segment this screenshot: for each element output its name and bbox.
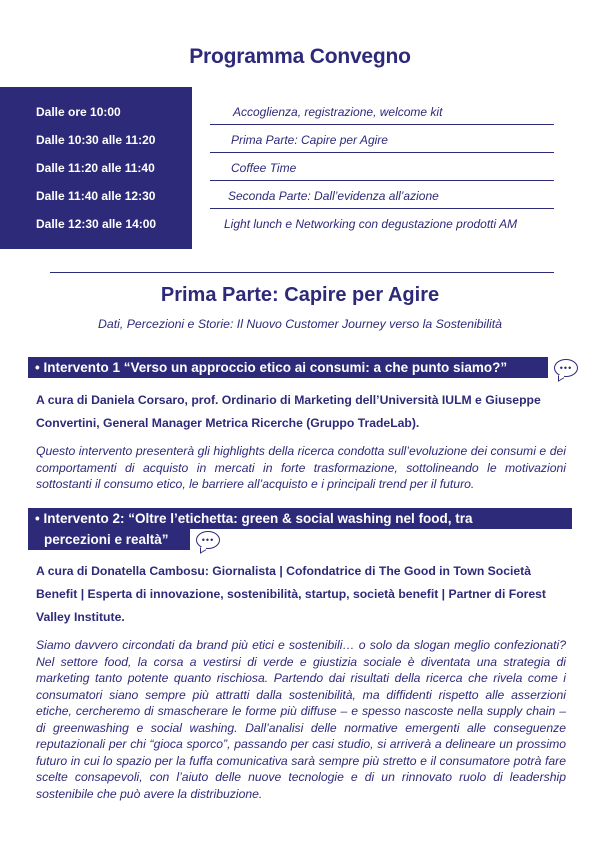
schedule-event: Light lunch e Networking con degustazione prodotti AM	[224, 217, 518, 231]
schedule-divider	[210, 124, 554, 125]
section-divider	[50, 272, 554, 273]
schedule-event: Accoglienza, registrazione, welcome kit	[233, 105, 443, 119]
schedule-event: Prima Parte: Capire per Agire	[231, 133, 388, 147]
schedule-divider	[210, 180, 554, 181]
talk-description: Siamo davvero circondati da brand più etici e sostenibili… o solo da slogan meglio confezionati? Nel settore food, la corsa a vestirsi di verde e giustizia sociale è diventata una strategia di marketing tanto potente quanto rischiosa. Partendo dai risultati della ricerca che rivela come i consumatori siano sempre più attratti dalla sostenibilità, ma diffidenti rispetto alle asserzioni etiche, cercheremo di smascherare le forme più diffuse – e spesso nascoste nella supply chain – di greenwashing e social washing. Dall’analisi delle normative emergenti alle conseguenze reputazionali per chi “gioca sporco”, passando per casi studio, si arriverà a delineare un prossimo futuro in cui lo spazio per la fuffa comunicativa sarà sempre più stretto e il consumatore potrà fare scelte consapevoli, con l’aiuto delle nuove tecnologie e di un rinnovato ruolo di leadership sostenibile che può avere la distribuzione.	[36, 638, 566, 801]
talk-authors: A cura di Daniela Corsaro, prof. Ordinario di Marketing dell’Università IULM e Giuseppe Convertini, General Manager Metrica Ricerche (Gruppo TradeLab).	[36, 393, 541, 430]
schedule-time: Dalle 12:30 alle 14:00	[36, 217, 157, 231]
schedule-event: Coffee Time	[231, 161, 297, 175]
talk-heading: • Intervento 1 “Verso un approccio etico ai consumi: a che punto siamo?”	[35, 360, 508, 375]
talk-description: Questo intervento presenterà gli highlights della ricerca condotta sull’evoluzione dei consumi e dei comportamenti di acquisto in mercati in forte trasformazione, sottolineando le motivazioni sottostanti il consumo etico, le barriere all’acquisto e i principali trend per il futuro.	[36, 444, 566, 491]
talk-heading-line1: • Intervento 2: “Oltre l’etichetta: green & social washing nel food, tra	[35, 511, 473, 526]
talk-heading-bar	[28, 357, 548, 378]
schedule-divider	[210, 208, 554, 209]
part-subtitle: Dati, Percezioni e Storie: Il Nuovo Customer Journey verso la Sostenibilità	[98, 317, 502, 331]
schedule-time: Dalle 10:30 alle 11:20	[36, 133, 156, 147]
speech-bubble-icon: •••	[554, 359, 578, 377]
part-title: Prima Parte: Capire per Agire	[160, 284, 440, 306]
talk-heading-bar	[28, 529, 190, 550]
schedule-event: Seconda Parte: Dall’evidenza all’azione	[228, 189, 439, 203]
schedule-divider	[210, 152, 554, 153]
schedule-time: Dalle 11:20 alle 11:40	[36, 161, 155, 175]
talk-heading-line2: percezioni e realtà”	[44, 532, 169, 547]
talk-authors: A cura di Donatella Cambosu: Giornalista | Cofondatrice di The Good in Town Società Benefit | Esperta di innovazione, sostenibilità, startup, società benefit | Partner di Forest Valley Institute.	[36, 564, 546, 624]
schedule-time: Dalle ore 10:00	[36, 105, 121, 119]
schedule-time: Dalle 11:40 alle 12:30	[36, 189, 156, 203]
speech-bubble-icon: •••	[196, 531, 220, 549]
page-title: Programma Convegno	[189, 45, 411, 68]
talk-heading-bar	[28, 508, 572, 529]
